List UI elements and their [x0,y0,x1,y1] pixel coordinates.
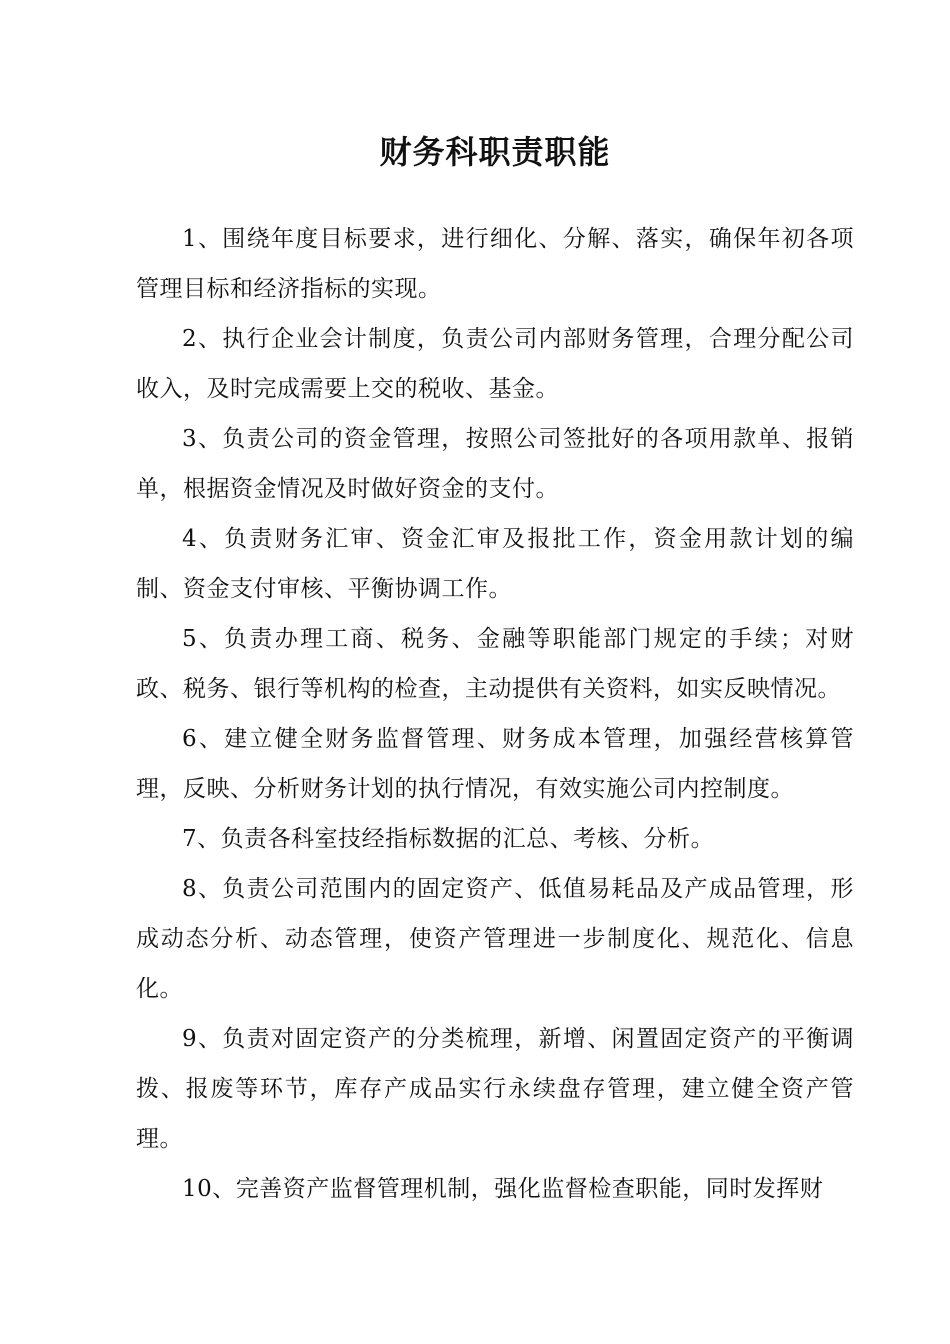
duty-paragraph-1: 1、围绕年度目标要求，进行细化、分解、落实，确保年初各项管理目标和经济指标的实现。 [136,226,854,302]
duty-paragraph-3: 3、负责公司的资金管理，按照公司签批好的各项用款单、报销单，根据资金情况及时做好资金的支付。 [136,426,854,502]
duty-paragraph-2: 2、执行企业会计制度，负责公司内部财务管理，合理分配公司收入，及时完成需要上交的税收、基金。 [136,326,854,402]
duty-paragraph-7: 7、负责各科室技经指标数据的汇总、考核、分析。 [182,826,715,852]
duty-paragraph-9: 9、负责对固定资产的分类梳理，新增、闲置固定资产的平衡调拨、报废等环节，库存产成品实行永续盘存管理，建立健全资产管理。 [136,1026,854,1152]
duty-paragraph-5: 5、负责办理工商、税务、金融等职能部门规定的手续；对财政、税务、银行等机构的检查，主动提供有关资料，如实反映情况。 [136,626,854,702]
document-title: 财务科职责职能 [379,133,611,171]
duty-paragraph-10: 10、完善资产监督管理机制，强化监督检查职能，同时发挥财 [182,1176,824,1202]
duty-paragraph-6: 6、建立健全财务监督管理、财务成本管理，加强经营核算管理，反映、分析财务计划的执行情况，有效实施公司内控制度。 [136,726,854,802]
duty-paragraph-8: 8、负责公司范围内的固定资产、低值易耗品及产成品管理，形成动态分析、动态管理，使资产管理进一步制度化、规范化、信息化。 [136,876,854,1002]
duty-paragraph-4: 4、负责财务汇审、资金汇审及报批工作，资金用款计划的编制、资金支付审核、平衡协调工作。 [136,526,854,602]
